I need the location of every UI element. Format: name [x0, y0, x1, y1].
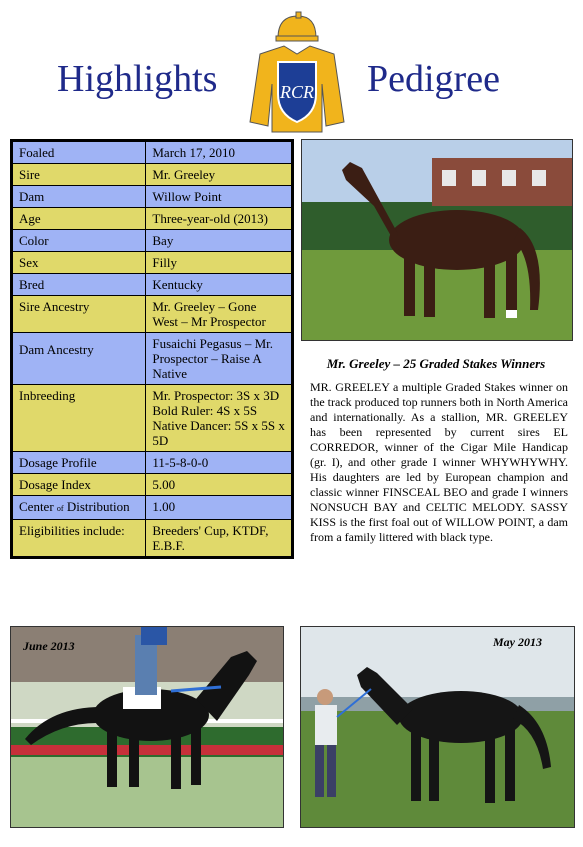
- sex-value: Filly: [146, 252, 292, 274]
- may-2013-label: May 2013: [493, 635, 542, 649]
- table-row: [13, 474, 292, 496]
- sire-label: Sire: [13, 164, 146, 186]
- table-row: [13, 230, 292, 252]
- table-row: [13, 186, 292, 208]
- dam-ancestry-label: Dam Ancestry: [13, 333, 146, 385]
- inbreeding-line: Mr. Prospector: 3S x 3D: [152, 388, 280, 403]
- dosage-index-value: 5.00: [146, 474, 292, 496]
- table-row: [13, 252, 292, 274]
- bred-value: Kentucky: [146, 274, 292, 296]
- age-label: Age: [13, 208, 146, 230]
- table-row: [13, 296, 292, 333]
- silks-icon: [246, 10, 346, 135]
- dam-label: Dam: [13, 186, 146, 208]
- inbreeding-label: Inbreeding: [13, 385, 146, 452]
- sire-ancestry-label: Sire Ancestry: [13, 296, 146, 333]
- age-value: Three-year-old (2013): [146, 208, 292, 230]
- inbreeding-value: [146, 385, 292, 452]
- foaled-label: Foaled: [13, 142, 146, 164]
- eligibilities-value: Breeders' Cup, KTDF, E.B.F.: [146, 520, 292, 557]
- color-value: Bay: [146, 230, 292, 252]
- color-label: Color: [13, 230, 146, 252]
- center-of-distribution-value: 1.00: [146, 496, 292, 520]
- sex-label: Sex: [13, 252, 146, 274]
- logo-monogram: RCR: [280, 82, 314, 102]
- horse-info-table: [10, 139, 294, 559]
- cod-label-center: Center: [19, 499, 54, 514]
- table-row: [13, 452, 292, 474]
- sire-value: Mr. Greeley: [146, 164, 292, 186]
- table-row: [13, 274, 292, 296]
- dosage-profile-value: 11-5-8-0-0: [146, 452, 292, 474]
- bred-label: Bred: [13, 274, 146, 296]
- eligibilities-label: Eligibilities include:: [13, 520, 146, 557]
- table-row: [13, 496, 292, 520]
- dosage-profile-label: Dosage Profile: [13, 452, 146, 474]
- center-of-distribution-label: [13, 496, 146, 520]
- inbreeding-line: Native Dancer: 5S x 5S x 5D: [152, 418, 285, 448]
- sire-photo-caption: Mr. Greeley – 25 Graded Stakes Winners: [326, 356, 546, 371]
- june-2013-photo: [10, 626, 284, 828]
- dam-ancestry-value: Fusaichi Pegasus – Mr. Prospector – Raise A Native: [146, 333, 292, 385]
- dosage-index-label: Dosage Index: [13, 474, 146, 496]
- may-2013-photo: [300, 626, 575, 828]
- table-row: [13, 520, 292, 557]
- inbreeding-line: Bold Ruler: 4S x 5S: [152, 403, 258, 418]
- table-row: [13, 385, 292, 452]
- table-row: [13, 164, 292, 186]
- table-row: [13, 142, 292, 164]
- highlights-heading: Highlights: [57, 58, 218, 100]
- cod-label-of: of: [56, 504, 64, 513]
- sire-biography: MR. GREELEY a multiple Graded Stakes winner on the track produced top runners both in North America and internationally. As a stallion, MR. GREELEY has been represented by current sires EL CORREDOR, winner of the Cigar Mile Handicap (gr. I), and other grade I winner WHYWHYWHY. His daughters are led by European champion and classic winner FINSCEAL BEO and grade I winners NONSUCH BAY and CELTIC MELODY. SASSY KISS is the first foal out of WILLOW POINT, a dam from a family littered with black type.: [310, 380, 568, 544]
- june-2013-label: June 2013: [23, 639, 75, 653]
- jockey-silks-logo: [246, 10, 346, 135]
- foaled-value: March 17, 2010: [146, 142, 292, 164]
- cod-label-distribution: Distribution: [66, 499, 130, 514]
- dam-value: Willow Point: [146, 186, 292, 208]
- table-row: [13, 333, 292, 385]
- sire-photo: [301, 139, 573, 341]
- table-row: [13, 208, 292, 230]
- pedigree-heading: Pedigree: [367, 58, 500, 100]
- sire-ancestry-value: Mr. Greeley – Gone West – Mr Prospector: [146, 296, 292, 333]
